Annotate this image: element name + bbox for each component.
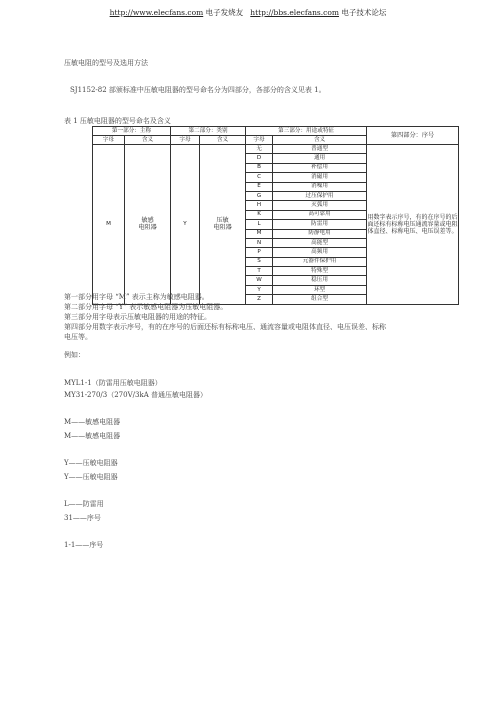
page-header bbox=[0, 7, 496, 18]
part3-meaning: 元器件保护用 bbox=[273, 257, 367, 266]
bbs-link[interactable]: http://bbs.elecfans.com bbox=[250, 8, 339, 17]
elecfans-site-name: 电子发烧友 bbox=[205, 8, 244, 17]
part2-letter: Y bbox=[171, 145, 200, 305]
sub-header-letter: 字母 bbox=[171, 136, 200, 145]
part3-letter: N bbox=[246, 238, 273, 247]
intro-paragraph: SJ1152-82 部颁标准中压敏电阻器的型号命名分为四部分，各部分的含义见表 1。 bbox=[70, 86, 326, 94]
part3-meaning: 过压保护用 bbox=[273, 191, 367, 200]
sub-header-meaning: 含义 bbox=[125, 136, 171, 145]
part3-meaning: 消磁用 bbox=[273, 173, 367, 182]
part3-letter: D bbox=[246, 154, 273, 163]
example-line: MYL1-1（防雷用压敏电阻器） bbox=[64, 379, 162, 387]
part3-meaning: 高能型 bbox=[273, 238, 367, 247]
part3-letter: G bbox=[246, 191, 273, 200]
part3-meaning: 防静电用 bbox=[273, 229, 367, 238]
part3-meaning: 通用 bbox=[273, 154, 367, 163]
legend-line: M——敏感电阻器 bbox=[64, 418, 121, 426]
elecfans-link[interactable]: http://www.elecfans.com bbox=[109, 8, 204, 17]
naming-table bbox=[92, 126, 459, 305]
part3-letter: K bbox=[246, 210, 273, 219]
part3-letter: C bbox=[246, 173, 273, 182]
part3-letter: H bbox=[246, 201, 273, 210]
part3-letter: T bbox=[246, 267, 273, 276]
legend-line: 1-1——序号 bbox=[64, 541, 104, 549]
group-header-part1: 第一部分：主称 bbox=[93, 127, 171, 136]
part3-letter: M bbox=[246, 229, 273, 238]
explanation-line: 第一部分用字母 “M” 表示主称为敏感电阻器。 bbox=[64, 293, 209, 301]
part3-letter: B bbox=[246, 163, 273, 172]
part3-letter: Z bbox=[246, 295, 273, 304]
part3-meaning: 补偿用 bbox=[273, 163, 367, 172]
group-header-part4: 第四部分：序号 bbox=[367, 127, 459, 145]
part3-meaning: 环型 bbox=[273, 285, 367, 294]
part3-letter: S bbox=[246, 257, 273, 266]
part3-letter: P bbox=[246, 248, 273, 257]
explanation-line: 第三部分用字母表示压敏电阻器的用途的特征。 bbox=[64, 313, 211, 321]
legend-line: M——敏感电阻器 bbox=[64, 432, 121, 440]
part2-meaning-line: 压敏 bbox=[216, 217, 229, 225]
part1-letter: M bbox=[93, 145, 125, 305]
explanation-line: 第二部分用字母 “Y” 表示敏感电阻器为压敏电阻器。 bbox=[64, 303, 228, 311]
group-header-part2: 第二部分：类别 bbox=[171, 127, 246, 136]
legend-line: Y——压敏电阻器 bbox=[64, 459, 118, 467]
part3-meaning: 高频用 bbox=[273, 248, 367, 257]
part3-meaning: 普通型 bbox=[273, 145, 367, 154]
part3-letter: L bbox=[246, 220, 273, 229]
part3-meaning: 消噪用 bbox=[273, 182, 367, 191]
document-title: 压敏电阻的型号及选用方法 bbox=[64, 59, 148, 67]
sub-header-letter: 字母 bbox=[246, 136, 273, 145]
part1-meaning bbox=[125, 145, 171, 305]
part3-meaning: 防雷用 bbox=[273, 220, 367, 229]
sub-header-meaning: 含义 bbox=[200, 136, 246, 145]
sub-header-meaning: 含义 bbox=[273, 136, 367, 145]
bbs-site-name: 电子技术论坛 bbox=[341, 8, 387, 17]
part3-letter: W bbox=[246, 276, 273, 285]
part3-meaning: 高可靠用 bbox=[273, 210, 367, 219]
part2-meaning-line: 电阻器 bbox=[213, 224, 232, 232]
part3-letter: Y bbox=[246, 285, 273, 294]
part2-meaning bbox=[200, 145, 246, 305]
legend-line: L——防雷用 bbox=[64, 500, 104, 508]
explanation-line: 第四部分用数字表示序号，有的在序号的后面还标有标称电压、通流容量或电阻体直径、电压误差、标称 bbox=[64, 323, 386, 331]
part3-meaning: 特殊型 bbox=[273, 267, 367, 276]
part3-meaning: 稳压用 bbox=[273, 276, 367, 285]
example-line: MY31-270/3（270V/3kA 普通压敏电阻器） bbox=[64, 391, 207, 399]
legend-line: 31——序号 bbox=[64, 514, 101, 522]
part4-description: 用数字表示序号，有的在序号的后面还标有标称电压通流容量或电阻体直径、标称电压、电压误差等。 bbox=[367, 145, 459, 305]
part3-letter: 无 bbox=[246, 145, 273, 154]
explanation-line: 电压等。 bbox=[64, 333, 92, 341]
table-caption: 表 1 压敏电阻器的型号命名及含义 bbox=[64, 117, 171, 125]
part3-meaning: 灭弧用 bbox=[273, 201, 367, 210]
sub-header-letter: 字母 bbox=[93, 136, 125, 145]
part1-meaning-line: 敏感 bbox=[141, 217, 154, 225]
part1-meaning-line: 电阻器 bbox=[138, 224, 157, 232]
part3-meaning: 组合型 bbox=[273, 295, 367, 304]
part3-letter: E bbox=[246, 182, 273, 191]
legend-line: Y——压敏电阻器 bbox=[64, 473, 118, 481]
group-header-part3: 第三部分：用途或特征 bbox=[246, 127, 367, 136]
example-label: 例如： bbox=[64, 351, 85, 359]
